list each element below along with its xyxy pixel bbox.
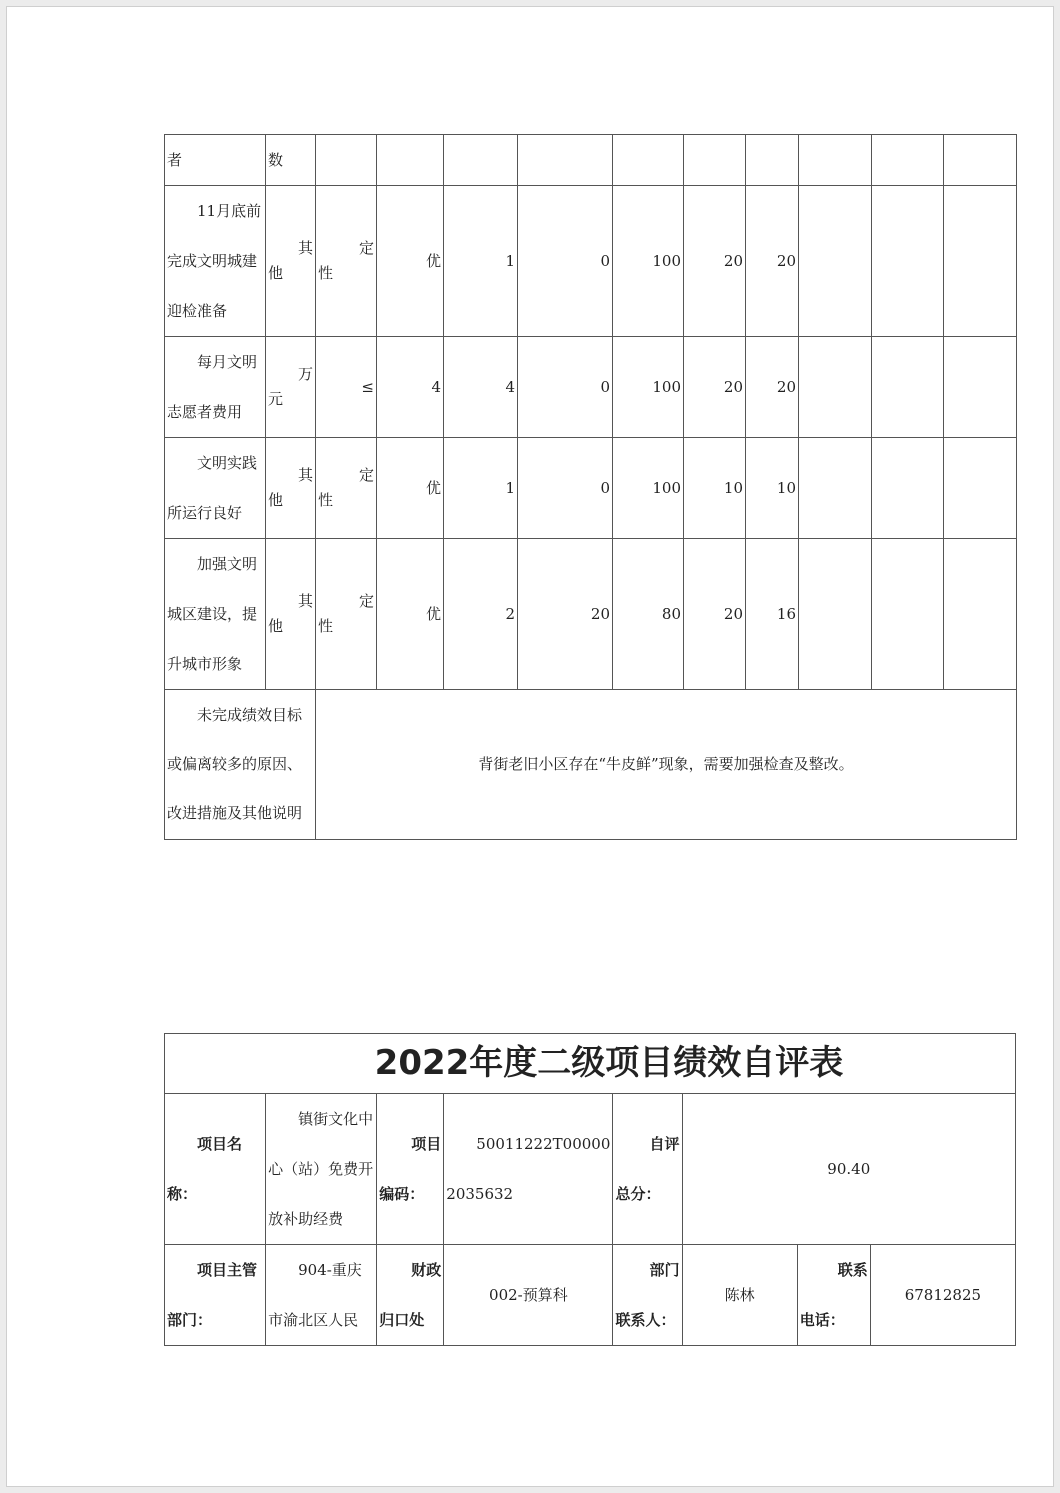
indicator-name: 文明实践所运行良好 bbox=[165, 438, 266, 539]
department-row bbox=[165, 1245, 1016, 1346]
actual-value: 4 bbox=[444, 337, 518, 438]
indicator-name: 每月文明志愿者费用 bbox=[165, 337, 266, 438]
deviation-value: 0 bbox=[518, 438, 613, 539]
unit-cell: 其 他 bbox=[266, 186, 316, 337]
unit-cell: 万 元 bbox=[266, 337, 316, 438]
project-code-label: 项目 编码： bbox=[377, 1094, 444, 1245]
table-header-row bbox=[165, 135, 1017, 186]
self-score-label: 自评 总分： bbox=[613, 1094, 682, 1245]
contact-label: 部门 联系人： bbox=[613, 1245, 682, 1346]
table-row bbox=[165, 337, 1017, 438]
property-cell: 定 性 bbox=[316, 539, 377, 690]
indicator-name: 加强文明城区建设，提升城市形象 bbox=[165, 539, 266, 690]
target-value: 优 bbox=[377, 539, 444, 690]
target-value: 4 bbox=[377, 337, 444, 438]
property-cell: 定 性 bbox=[316, 186, 377, 337]
header-cell: 数 bbox=[266, 135, 316, 186]
finance-label: 财政 归口处 bbox=[377, 1245, 444, 1346]
rate-value: 100 bbox=[613, 337, 684, 438]
reason-row bbox=[165, 690, 1017, 840]
actual-value: 1 bbox=[444, 186, 518, 337]
rate-value: 100 bbox=[613, 186, 684, 337]
score-value: 16 bbox=[746, 539, 799, 690]
phone-value: 67812825 bbox=[870, 1245, 1015, 1346]
project-name-label: 项目名 称： bbox=[165, 1094, 266, 1245]
weight-value: 20 bbox=[684, 539, 746, 690]
reason-label: 未完成绩效目标或偏离较多的原因、改进措施及其他说明 bbox=[165, 690, 316, 840]
department-label: 项目主管 部门： bbox=[165, 1245, 266, 1346]
rate-value: 100 bbox=[613, 438, 684, 539]
weight-value: 20 bbox=[684, 186, 746, 337]
project-code-value: 50011222T000002035632 bbox=[444, 1094, 613, 1245]
actual-value: 2 bbox=[444, 539, 518, 690]
table-row bbox=[165, 186, 1017, 337]
document-page bbox=[6, 6, 1054, 1487]
header-cell: 者 bbox=[165, 135, 266, 186]
department-value: 904-重庆市渝北区人民 bbox=[266, 1245, 377, 1346]
score-value: 20 bbox=[746, 337, 799, 438]
deviation-value: 0 bbox=[518, 337, 613, 438]
weight-value: 20 bbox=[684, 337, 746, 438]
target-value: 优 bbox=[377, 186, 444, 337]
rate-value: 80 bbox=[613, 539, 684, 690]
property-cell: 定 性 bbox=[316, 438, 377, 539]
indicator-name: 11月底前完成文明城建迎检准备 bbox=[165, 186, 266, 337]
self-evaluation-table bbox=[164, 1033, 1016, 1346]
reason-text: 背街老旧小区存在“牛皮鲜”现象，需要加强检查及整改。 bbox=[316, 690, 1017, 840]
deviation-value: 20 bbox=[518, 539, 613, 690]
weight-value: 10 bbox=[684, 438, 746, 539]
phone-label: 联系 电话： bbox=[797, 1245, 870, 1346]
unit-cell: 其 他 bbox=[266, 438, 316, 539]
performance-indicator-table bbox=[164, 134, 1017, 840]
unit-cell: 其 他 bbox=[266, 539, 316, 690]
score-value: 10 bbox=[746, 438, 799, 539]
table-row bbox=[165, 438, 1017, 539]
self-score-value: 90.40 bbox=[682, 1094, 1015, 1245]
project-name-value: 镇街文化中心（站）免费开放补助经费 bbox=[266, 1094, 377, 1245]
contact-value: 陈林 bbox=[682, 1245, 797, 1346]
finance-value: 002-预算科 bbox=[444, 1245, 613, 1346]
table-row bbox=[165, 539, 1017, 690]
actual-value: 1 bbox=[444, 438, 518, 539]
property-cell: ≤ bbox=[316, 337, 377, 438]
score-value: 20 bbox=[746, 186, 799, 337]
project-info-row bbox=[165, 1094, 1016, 1245]
deviation-value: 0 bbox=[518, 186, 613, 337]
page-title: 2022年度二级项目绩效自评表 bbox=[165, 1034, 1016, 1094]
title-row bbox=[165, 1034, 1016, 1094]
target-value: 优 bbox=[377, 438, 444, 539]
